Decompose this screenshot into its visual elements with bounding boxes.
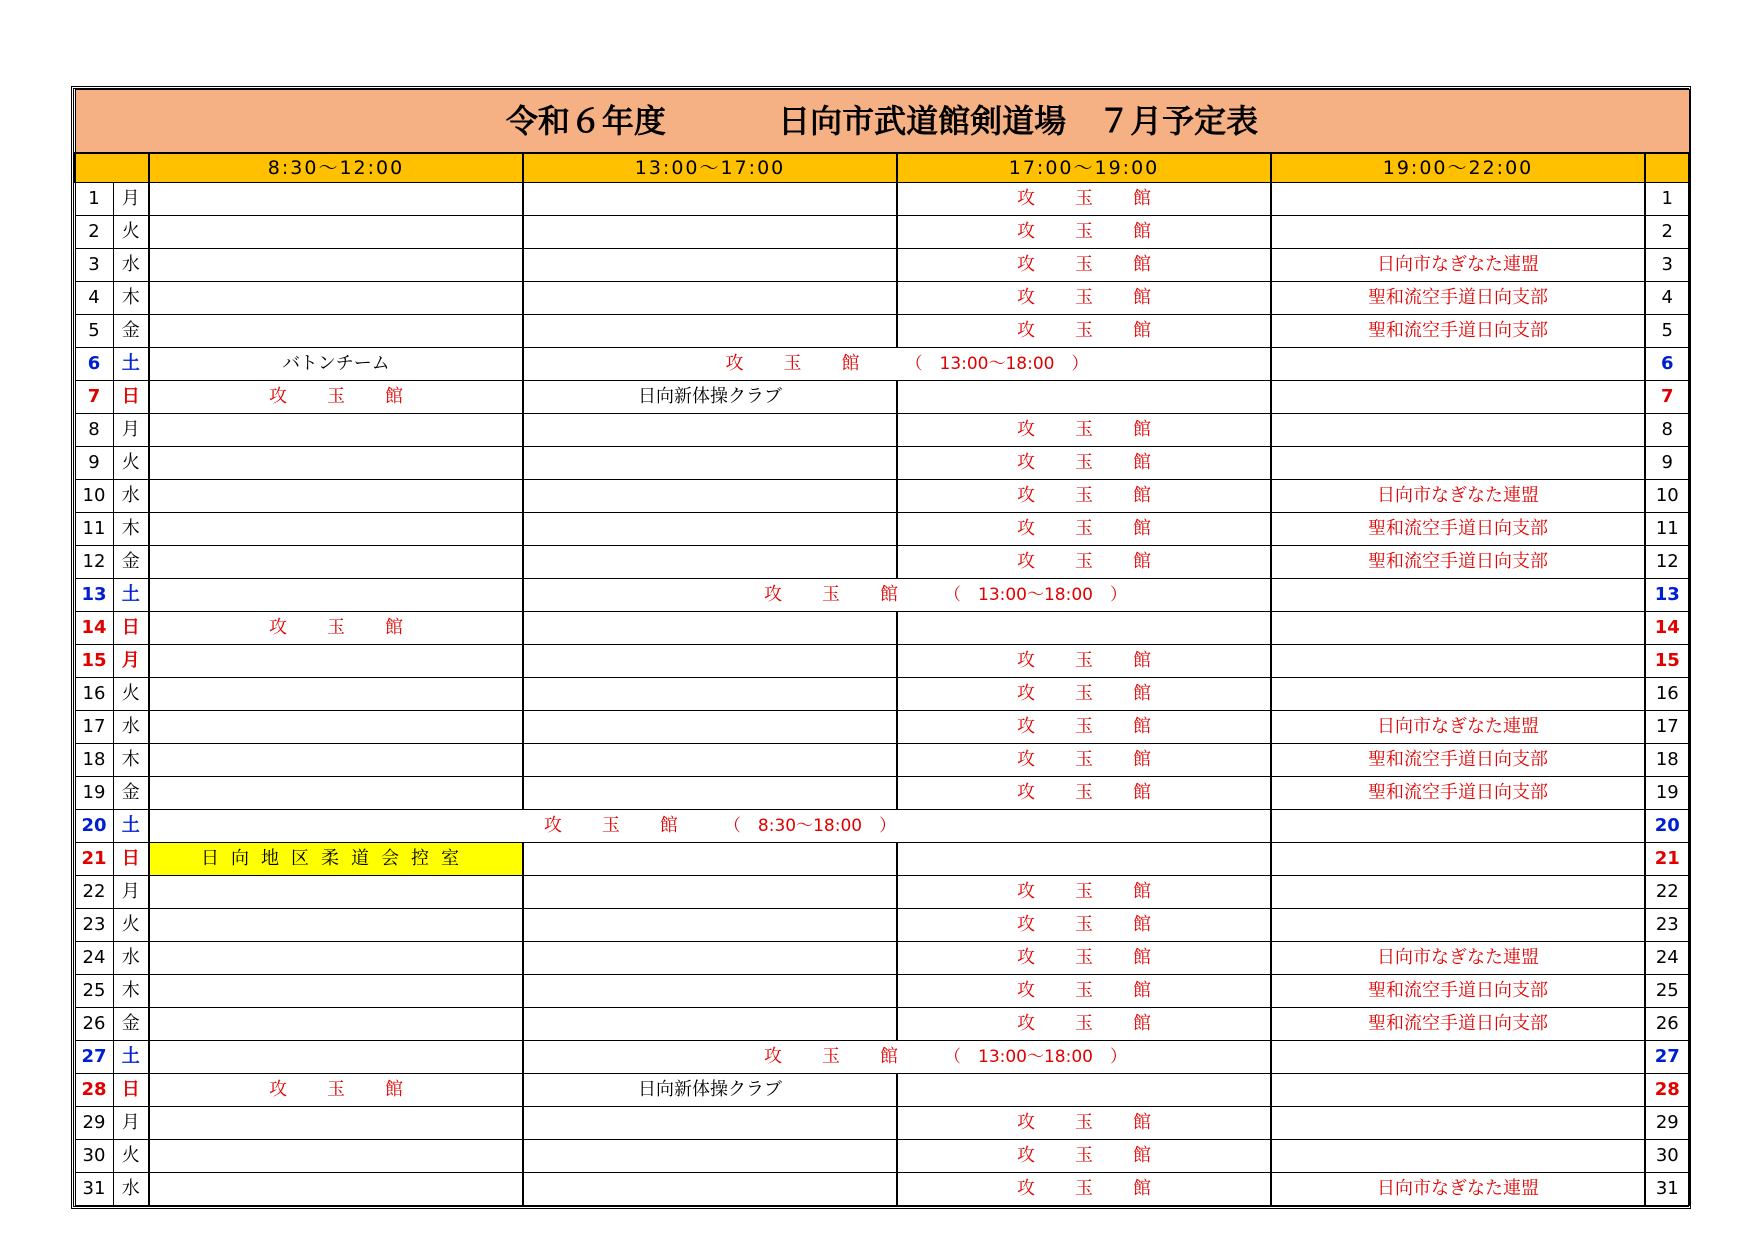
header-blank-left <box>75 153 149 183</box>
slot-kogyokukan <box>149 1074 523 1107</box>
day-number: 12 <box>75 546 113 579</box>
slot-empty <box>1271 909 1645 942</box>
slot-empty <box>523 315 897 348</box>
slot-kogyokukan <box>897 315 1271 348</box>
slot-naginata: 日向市なぎなた連盟 <box>1271 1173 1645 1206</box>
slot-empty <box>149 1107 523 1140</box>
slot-naginata: 日向市なぎなた連盟 <box>1271 711 1645 744</box>
day-number: 27 <box>75 1041 113 1074</box>
slot-empty <box>1271 348 1645 381</box>
slot-kogyokukan <box>897 183 1271 216</box>
slot-empty <box>149 942 523 975</box>
day-number: 25 <box>75 975 113 1008</box>
day-number-right: 7 <box>1645 381 1689 414</box>
weekday: 金 <box>113 315 149 348</box>
slot-kogyokukan <box>897 1107 1271 1140</box>
day-number-right: 30 <box>1645 1140 1689 1173</box>
weekday: 火 <box>113 1140 149 1173</box>
slot-empty <box>149 645 523 678</box>
slot-empty <box>523 1140 897 1173</box>
day-number: 14 <box>75 612 113 645</box>
day-row <box>75 348 1689 381</box>
kogyokukan-label: 攻 玉 館 <box>764 584 898 605</box>
kogyokukan-label: 攻 玉 館 <box>1017 287 1151 308</box>
schedule-table <box>74 89 1690 1206</box>
weekday: 土 <box>113 348 149 381</box>
weekday: 水 <box>113 480 149 513</box>
schedule-sheet <box>71 86 1691 1209</box>
kogyokukan-label: 攻 玉 館 <box>1017 716 1151 737</box>
kogyokukan-label: 攻 玉 館 <box>269 1079 403 1100</box>
day-number-right: 29 <box>1645 1107 1689 1140</box>
slot-kogyokukan <box>897 711 1271 744</box>
slot-kogyokukan <box>897 645 1271 678</box>
weekday: 木 <box>113 513 149 546</box>
day-row <box>75 1140 1689 1173</box>
day-number-right: 23 <box>1645 909 1689 942</box>
slot-empty <box>897 381 1271 414</box>
kogyokukan-label: 攻 玉 館 <box>1017 749 1151 770</box>
kogyokukan-label: 攻 玉 館 <box>1017 650 1151 671</box>
day-number: 28 <box>75 1074 113 1107</box>
day-number: 3 <box>75 249 113 282</box>
kogyokukan-label: 攻 玉 館 <box>1017 980 1151 1001</box>
slot-empty <box>1271 183 1645 216</box>
day-row <box>75 1041 1689 1074</box>
day-number-right: 8 <box>1645 414 1689 447</box>
day-number-right: 1 <box>1645 183 1689 216</box>
slot-empty <box>1271 612 1645 645</box>
slot-empty <box>523 942 897 975</box>
kogyokukan-label: 攻 玉 館 <box>269 386 403 407</box>
day-number: 9 <box>75 447 113 480</box>
day-number: 13 <box>75 579 113 612</box>
weekday: 金 <box>113 1008 149 1041</box>
day-number: 30 <box>75 1140 113 1173</box>
day-number: 8 <box>75 414 113 447</box>
slot-empty <box>1271 414 1645 447</box>
day-number-right: 3 <box>1645 249 1689 282</box>
day-number: 11 <box>75 513 113 546</box>
day-number-right: 22 <box>1645 876 1689 909</box>
day-row <box>75 381 1689 414</box>
slot-empty <box>1271 1074 1645 1107</box>
slot-empty <box>523 645 897 678</box>
day-row <box>75 447 1689 480</box>
slot-naginata: 日向市なぎなた連盟 <box>1271 249 1645 282</box>
day-number-right: 28 <box>1645 1074 1689 1107</box>
kogyokukan-label: 攻 玉 館 <box>1017 419 1151 440</box>
kogyokukan-label: 攻 玉 館 <box>269 617 403 638</box>
day-number-right: 2 <box>1645 216 1689 249</box>
slot-empty <box>523 711 897 744</box>
slot-empty <box>1271 1140 1645 1173</box>
weekday: 土 <box>113 579 149 612</box>
day-row <box>75 249 1689 282</box>
day-number-right: 24 <box>1645 942 1689 975</box>
slot-kogyokukan <box>897 876 1271 909</box>
slot-kogyokukan <box>897 480 1271 513</box>
slot-empty <box>523 909 897 942</box>
day-number: 31 <box>75 1173 113 1206</box>
slot-kogyokukan <box>897 513 1271 546</box>
kogyokukan-label: 攻 玉 館 <box>1017 683 1151 704</box>
weekday: 日 <box>113 381 149 414</box>
header-night: 19:00〜22:00 <box>1271 153 1645 183</box>
slot-empty <box>1271 876 1645 909</box>
slot-kogyokukan-fullday: 攻 玉 館 （ 8:30〜18:00 ） <box>149 810 1271 843</box>
slot-empty <box>149 777 523 810</box>
slot-empty <box>149 744 523 777</box>
day-number: 7 <box>75 381 113 414</box>
slot-empty <box>897 843 1271 876</box>
slot-karate: 聖和流空手道日向支部 <box>1271 744 1645 777</box>
weekday: 木 <box>113 975 149 1008</box>
day-row <box>75 612 1689 645</box>
weekday: 金 <box>113 777 149 810</box>
kogyokukan-label: 攻 玉 館 <box>1017 947 1151 968</box>
slot-empty <box>523 183 897 216</box>
slot-kogyokukan <box>897 678 1271 711</box>
slot-empty <box>149 249 523 282</box>
weekday: 火 <box>113 216 149 249</box>
slot-kogyokukan <box>897 777 1271 810</box>
slot-naginata: 日向市なぎなた連盟 <box>1271 942 1645 975</box>
day-row <box>75 315 1689 348</box>
slot-empty <box>149 909 523 942</box>
day-number: 26 <box>75 1008 113 1041</box>
day-row <box>75 909 1689 942</box>
kogyokukan-label: 攻 玉 館 <box>1017 485 1151 506</box>
day-number-right: 10 <box>1645 480 1689 513</box>
slot-empty <box>523 216 897 249</box>
day-number: 1 <box>75 183 113 216</box>
day-number: 4 <box>75 282 113 315</box>
slot-karate: 聖和流空手道日向支部 <box>1271 546 1645 579</box>
slot-empty <box>149 579 523 612</box>
header-blank-right <box>1645 153 1689 183</box>
weekday: 日 <box>113 1074 149 1107</box>
day-row <box>75 513 1689 546</box>
slot-empty <box>149 711 523 744</box>
slot-kogyokukan <box>897 1140 1271 1173</box>
day-row <box>75 414 1689 447</box>
slot-empty <box>1271 447 1645 480</box>
kogyokukan-label: 攻 玉 館 <box>1017 551 1151 572</box>
slot-kogyokukan <box>897 546 1271 579</box>
slot-empty <box>1271 579 1645 612</box>
header-morning: 8:30〜12:00 <box>149 153 523 183</box>
kogyokukan-label: 攻 玉 館 <box>1017 518 1151 539</box>
slot-empty <box>149 183 523 216</box>
day-number: 15 <box>75 645 113 678</box>
weekday: 火 <box>113 909 149 942</box>
weekday: 月 <box>113 876 149 909</box>
slot-empty <box>149 1173 523 1206</box>
kogyokukan-label: 攻 玉 館 <box>1017 221 1151 242</box>
slot-empty <box>149 1140 523 1173</box>
header-evening: 17:00〜19:00 <box>897 153 1271 183</box>
slot-kogyokukan-long: 攻 玉 館 （ 13:00〜18:00 ） <box>523 348 1271 381</box>
slot-empty <box>149 513 523 546</box>
title-year: 令和６年度 <box>505 102 666 140</box>
kogyokukan-label: 攻 玉 館 <box>1017 1112 1151 1133</box>
day-number-right: 16 <box>1645 678 1689 711</box>
day-number-right: 13 <box>1645 579 1689 612</box>
day-row <box>75 876 1689 909</box>
day-number: 5 <box>75 315 113 348</box>
day-row <box>75 1173 1689 1206</box>
day-row <box>75 480 1689 513</box>
kogyokukan-label: 攻 玉 館 <box>1017 881 1151 902</box>
weekday: 月 <box>113 1107 149 1140</box>
slot-kogyokukan <box>149 381 523 414</box>
day-number: 23 <box>75 909 113 942</box>
slot-kogyokukan <box>897 282 1271 315</box>
slot-taiso: 日向新体操クラブ <box>523 381 897 414</box>
header-afternoon: 13:00〜17:00 <box>523 153 897 183</box>
slot-kogyokukan <box>897 414 1271 447</box>
slot-karate: 聖和流空手道日向支部 <box>1271 315 1645 348</box>
weekday: 水 <box>113 249 149 282</box>
kogyokukan-label: 攻 玉 館 <box>1017 254 1151 275</box>
slot-empty <box>1271 810 1645 843</box>
weekday: 水 <box>113 711 149 744</box>
day-row <box>75 843 1689 876</box>
day-row <box>75 1008 1689 1041</box>
day-row <box>75 579 1689 612</box>
day-row <box>75 645 1689 678</box>
day-row <box>75 678 1689 711</box>
header-row <box>75 153 1689 183</box>
day-row <box>75 546 1689 579</box>
slot-empty <box>1271 1107 1645 1140</box>
slot-empty <box>149 315 523 348</box>
slot-empty <box>523 282 897 315</box>
slot-empty <box>523 744 897 777</box>
slot-empty <box>523 480 897 513</box>
slot-karate: 聖和流空手道日向支部 <box>1271 1008 1645 1041</box>
slot-karate: 聖和流空手道日向支部 <box>1271 975 1645 1008</box>
day-row <box>75 777 1689 810</box>
slot-kogyokukan <box>897 909 1271 942</box>
day-row <box>75 711 1689 744</box>
slot-empty <box>523 546 897 579</box>
day-number-right: 27 <box>1645 1041 1689 1074</box>
weekday: 土 <box>113 810 149 843</box>
kogyokukan-label: 攻 玉 館 <box>1017 188 1151 209</box>
weekday: 木 <box>113 744 149 777</box>
slot-empty <box>1271 381 1645 414</box>
slot-empty <box>523 975 897 1008</box>
slot-empty <box>523 249 897 282</box>
day-row <box>75 1107 1689 1140</box>
slot-empty <box>149 480 523 513</box>
weekday: 日 <box>113 612 149 645</box>
slot-empty <box>149 414 523 447</box>
weekday: 金 <box>113 546 149 579</box>
day-number: 16 <box>75 678 113 711</box>
kogyokukan-label: 攻 玉 館 <box>1017 782 1151 803</box>
slot-empty <box>149 546 523 579</box>
slot-kogyokukan-long: 攻 玉 館 （ 13:00〜18:00 ） <box>523 1041 1271 1074</box>
slot-baton: バトンチーム <box>149 348 523 381</box>
kogyokukan-label: 攻 玉 館 <box>543 815 678 836</box>
page-title <box>75 90 1689 154</box>
slot-kogyokukan <box>897 744 1271 777</box>
slot-empty <box>897 612 1271 645</box>
day-row <box>75 183 1689 216</box>
slot-empty <box>1271 678 1645 711</box>
day-row <box>75 744 1689 777</box>
day-number-right: 4 <box>1645 282 1689 315</box>
slot-empty <box>149 1008 523 1041</box>
day-number-right: 25 <box>1645 975 1689 1008</box>
slot-karate: 聖和流空手道日向支部 <box>1271 777 1645 810</box>
slot-kogyokukan-long: 攻 玉 館 （ 13:00〜18:00 ） <box>523 579 1271 612</box>
day-number-right: 26 <box>1645 1008 1689 1041</box>
slot-kogyokukan <box>897 975 1271 1008</box>
slot-kogyokukan <box>897 1173 1271 1206</box>
weekday: 月 <box>113 645 149 678</box>
day-number-right: 5 <box>1645 315 1689 348</box>
slot-empty <box>523 876 897 909</box>
slot-judo: 日向地区柔道会控室 <box>149 843 523 876</box>
slot-empty <box>1271 645 1645 678</box>
kogyokukan-label: 攻 玉 館 <box>1017 914 1151 935</box>
slot-empty <box>149 282 523 315</box>
slot-kogyokukan <box>897 1008 1271 1041</box>
day-number: 18 <box>75 744 113 777</box>
day-number-right: 15 <box>1645 645 1689 678</box>
day-number: 2 <box>75 216 113 249</box>
day-row <box>75 975 1689 1008</box>
day-number-right: 14 <box>1645 612 1689 645</box>
slot-empty <box>149 876 523 909</box>
day-number: 17 <box>75 711 113 744</box>
day-row <box>75 216 1689 249</box>
slot-empty <box>523 612 897 645</box>
weekday: 日 <box>113 843 149 876</box>
kogyokukan-label: 攻 玉 館 <box>1017 1013 1151 1034</box>
weekday: 土 <box>113 1041 149 1074</box>
weekday: 月 <box>113 183 149 216</box>
title-row <box>75 90 1689 154</box>
weekday: 月 <box>113 414 149 447</box>
day-row <box>75 1074 1689 1107</box>
kogyokukan-label: 攻 玉 館 <box>764 1046 898 1067</box>
weekday: 火 <box>113 678 149 711</box>
day-number-right: 11 <box>1645 513 1689 546</box>
slot-empty <box>523 1107 897 1140</box>
day-number: 19 <box>75 777 113 810</box>
slot-kogyokukan <box>897 216 1271 249</box>
kogyokukan-label: 攻 玉 館 <box>1017 1145 1151 1166</box>
day-row <box>75 942 1689 975</box>
slot-empty <box>149 216 523 249</box>
day-number: 29 <box>75 1107 113 1140</box>
kogyokukan-label: 攻 玉 館 <box>1017 452 1151 473</box>
slot-empty <box>523 447 897 480</box>
slot-empty <box>523 843 897 876</box>
day-number: 21 <box>75 843 113 876</box>
slot-empty <box>149 447 523 480</box>
slot-taiso: 日向新体操クラブ <box>523 1074 897 1107</box>
weekday: 水 <box>113 942 149 975</box>
day-number: 24 <box>75 942 113 975</box>
kogyokukan-label: 攻 玉 館 <box>1017 320 1151 341</box>
slot-empty <box>523 1173 897 1206</box>
slot-empty <box>523 513 897 546</box>
slot-kogyokukan <box>897 447 1271 480</box>
weekday: 火 <box>113 447 149 480</box>
day-number-right: 9 <box>1645 447 1689 480</box>
slot-kogyokukan <box>897 249 1271 282</box>
weekday: 水 <box>113 1173 149 1206</box>
slot-karate: 聖和流空手道日向支部 <box>1271 282 1645 315</box>
day-number: 20 <box>75 810 113 843</box>
day-row <box>75 282 1689 315</box>
slot-empty <box>523 678 897 711</box>
day-number-right: 19 <box>1645 777 1689 810</box>
title-name: 日向市武道館剣道場 ７月予定表 <box>778 102 1259 140</box>
slot-empty <box>897 1074 1271 1107</box>
day-number-right: 20 <box>1645 810 1689 843</box>
slot-empty <box>1271 843 1645 876</box>
slot-empty <box>523 1008 897 1041</box>
slot-karate: 聖和流空手道日向支部 <box>1271 513 1645 546</box>
day-number-right: 18 <box>1645 744 1689 777</box>
day-number-right: 31 <box>1645 1173 1689 1206</box>
day-number-right: 17 <box>1645 711 1689 744</box>
slot-empty <box>149 975 523 1008</box>
slot-empty <box>523 414 897 447</box>
day-number: 22 <box>75 876 113 909</box>
day-row <box>75 810 1689 843</box>
day-number: 10 <box>75 480 113 513</box>
slot-empty <box>149 678 523 711</box>
day-number-right: 12 <box>1645 546 1689 579</box>
slot-kogyokukan <box>897 942 1271 975</box>
slot-empty <box>149 1041 523 1074</box>
day-number: 6 <box>75 348 113 381</box>
kogyokukan-label: 攻 玉 館 <box>725 353 860 374</box>
slot-empty <box>1271 1041 1645 1074</box>
weekday: 木 <box>113 282 149 315</box>
day-number-right: 21 <box>1645 843 1689 876</box>
slot-kogyokukan <box>149 612 523 645</box>
slot-empty <box>523 777 897 810</box>
slot-naginata: 日向市なぎなた連盟 <box>1271 480 1645 513</box>
day-number-right: 6 <box>1645 348 1689 381</box>
slot-empty <box>1271 216 1645 249</box>
kogyokukan-label: 攻 玉 館 <box>1017 1178 1151 1199</box>
